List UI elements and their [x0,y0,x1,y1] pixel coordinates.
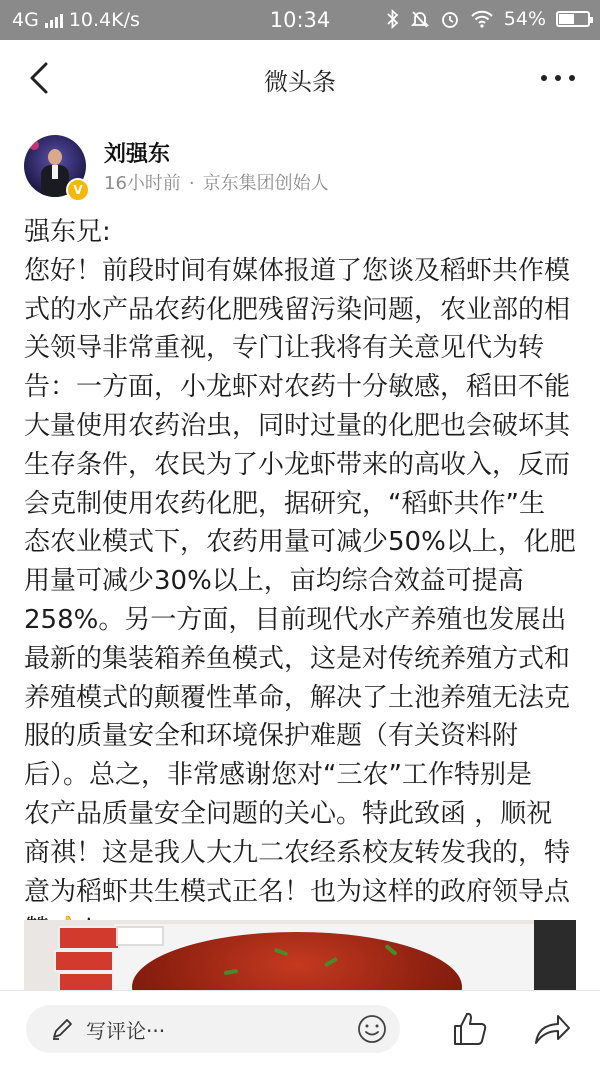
nav-bar [0,40,600,116]
post-line: 农产品质量安全问题的关心。特此致函 ，顺祝 [24,798,553,829]
emoji-icon[interactable] [356,1013,388,1045]
alarm-icon [440,9,460,29]
person-arm [534,920,576,992]
like-thumb-icon[interactable] [450,1009,490,1049]
share-arrow-icon[interactable] [532,1009,572,1049]
pen-icon [50,1017,74,1041]
post-line: 养殖模式的颠覆性革命，解决了土池养殖无法克 [24,682,571,713]
battery-percent: 54% [503,8,546,30]
avatar-shirt [52,165,58,179]
red-card [58,926,120,950]
post-line: 强东兄: [24,217,111,247]
comment-placeholder: 写评论··· [86,1019,166,1043]
post-line: 大量使用农药治虫，同时过量的化肥也会破坏其 [24,410,571,441]
more-options-icon[interactable] [538,60,578,96]
post-line: 生存条件，农民为了小龙虾带来的高收入，反而 [24,449,571,480]
post-time: 16小时前 [104,173,181,194]
clock: 10:34 [269,8,331,32]
red-card [54,950,114,972]
status-bar [0,0,600,40]
post-line: 式的水产品农药化肥残留污染问题，农业部的相 [24,294,571,325]
mute-bell-icon [410,9,430,29]
post-line: 关领导非常重视，专门让我将有关意见代为转 [24,333,545,364]
post-line: 告：一方面，小龙虾对农药十分敏感，稻田不能 [24,372,571,403]
post-line: 会克制使用农药化肥，据研究，“稻虾共作”生 [24,488,545,519]
battery-fill [559,14,574,24]
post-line: 意为稻虾共生模式正名！也为这样的政府领导点 [24,876,571,907]
author-title: 京东集团创始人 [202,173,329,194]
post-line: 后）。总之，非常感谢您对“三农”工作特别是 [24,760,532,791]
battery-icon [556,11,590,27]
post-line: 商祺！这是我人大九二农经系校友转发我的，特 [24,837,571,868]
network-type: 4G [12,9,39,31]
post-line: 服的质量安全和环境保护难题（有关资料附 [24,721,519,752]
post-line: 258%。另一方面，目前现代水产养殖也发展出 [24,604,567,635]
post-line: 您好！前段时间有媒体报道了您谈及稻虾共作模 [24,255,571,286]
verified-badge-icon: V [66,178,90,202]
red-card [58,972,114,992]
post-body [24,213,584,950]
wifi-icon [470,9,494,29]
comment-input[interactable] [26,1005,400,1053]
stage-light [29,140,39,150]
avatar-head [48,149,62,165]
post-line: 最新的集装箱养鱼模式，这是对传统养殖方式和 [24,643,571,674]
post-image[interactable] [24,920,576,992]
bottom-action-bar [0,990,600,1067]
page-title: 微头条 [264,68,336,96]
post-line: 态农业模式下，农药用量可减少50%以上，化肥 [24,527,576,558]
author-header [24,135,584,199]
post-line: 用量可减少30%以上，亩均综合效益可提高 [24,566,524,597]
red-card [116,926,164,946]
author-name[interactable]: 刘强东 [104,142,171,167]
author-meta [104,169,329,195]
status-right [386,8,590,30]
bluetooth-icon [386,9,400,29]
network-speed: 10.4K/s [68,9,140,31]
meta-separator: · [188,173,195,194]
